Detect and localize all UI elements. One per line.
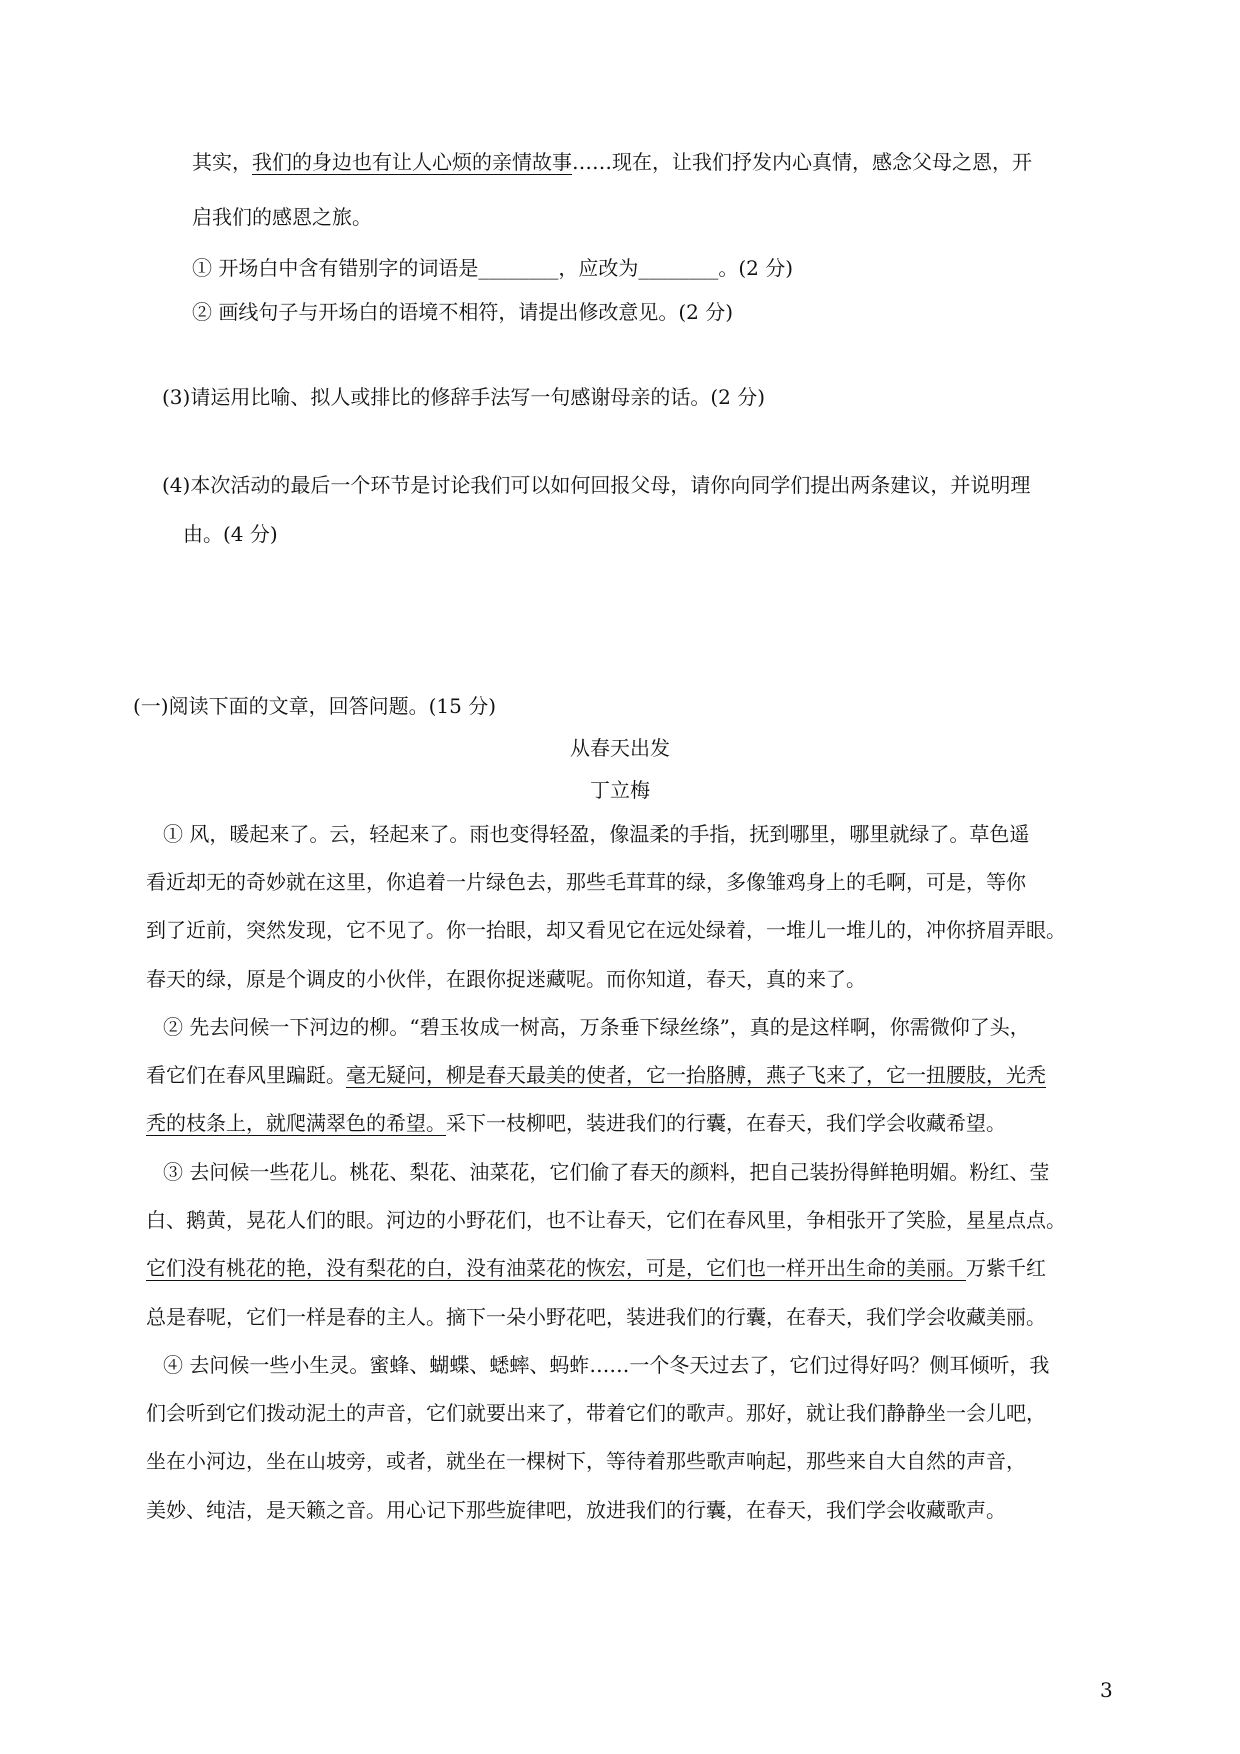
- question-1: ① 开场白中含有错别字的词语是________，应改为________。(2 分): [192, 256, 794, 280]
- paragraph-3-line: 白、鹅黄，晃花人们的眼。河边的小野花们，也不让春天，它们在春风里，争相张开了笑脸，星星点点。: [146, 1208, 1066, 1232]
- paragraph-4-line: 坐在小河边，坐在山坡旁，或者，就坐在一棵树下，等待着那些歌声响起，那些来自大自然的声音，: [146, 1449, 1026, 1473]
- paragraph-2-line: ② 先去问候一下河边的柳。“碧玉妆成一树高，万条垂下绿丝绦”，真的是这样啊，你需微仰了头，: [163, 1015, 1030, 1039]
- question-2: ② 画线句子与开场白的语境不相符，请提出修改意见。(2 分): [192, 300, 734, 324]
- paragraph-text: 采下一枝柳吧，装进我们的行囊，在春天，我们学会收藏希望。: [446, 1111, 1006, 1135]
- paragraph-3-line: ③ 去问候一些花儿。桃花、梨花、油菜花，它们偷了春天的颜料，把自己装扮得鲜艳明媚。粉红、莹: [163, 1160, 1050, 1184]
- intro-text: 其实，: [192, 150, 252, 174]
- paragraph-text: 看它们在春风里蹁跹。: [146, 1063, 346, 1087]
- article-author: 丁立梅: [590, 778, 650, 802]
- paragraph-2-line: [146, 1109, 1006, 1137]
- intro-line-1: [192, 148, 1032, 176]
- underlined-sentence: 它们没有桃花的艳，没有梨花的白，没有油菜花的恢宏，可是，它们也一样开出生命的美丽。: [146, 1256, 966, 1280]
- underlined-sentence: 毫无疑问，柳是春天最美的使者，它一抬胳膊，燕子飞来了，它一扭腰肢，光秃: [346, 1063, 1046, 1087]
- paragraph-3-line: [146, 1254, 1046, 1282]
- paragraph-4-line: 美妙、纯洁，是天籁之音。用心记下那些旋律吧，放进我们的行囊，在春天，我们学会收藏歌声。: [146, 1498, 1006, 1522]
- article-title: 从春天出发: [570, 736, 670, 760]
- page-number: 3: [1100, 1678, 1113, 1702]
- intro-text: ……现在，让我们抒发内心真情，感念父母之恩，开: [572, 150, 1032, 174]
- paragraph-1-line: ① 风，暖起来了。云，轻起来了。雨也变得轻盈，像温柔的手指，抚到哪里，哪里就绿了。草色遥: [163, 822, 1030, 846]
- paragraph-4-line: 们会听到它们拨动泥土的声音，它们就要出来了，带着它们的歌声。那好，就让我们静静坐一会儿吧，: [146, 1401, 1046, 1425]
- paragraph-4-line: ④ 去问候一些小生灵。蜜蜂、蝴蝶、蟋蟀、蚂蚱……一个冬天过去了，它们过得好吗？侧耳倾听，我: [163, 1353, 1050, 1377]
- paragraph-2-line: [146, 1061, 1046, 1089]
- paragraph-text: 万紫千红: [966, 1256, 1046, 1280]
- question-3: (3)请运用比喻、拟人或排比的修辞手法写一句感谢母亲的话。(2 分): [162, 385, 766, 409]
- question-4-line-2: 由。(4 分): [183, 522, 278, 546]
- paragraph-1-line: 春天的绿，原是个调皮的小伙伴，在跟你捉迷藏呢。而你知道，春天，真的来了。: [146, 967, 866, 991]
- paragraph-1-line: 到了近前，突然发现，它不见了。你一抬眼，却又看见它在远处绿着，一堆儿一堆儿的，冲你挤眉弄眼。: [146, 918, 1066, 942]
- section-heading: (一)阅读下面的文章，回答问题。(15 分): [133, 694, 497, 718]
- intro-line-2: 启我们的感恩之旅。: [192, 205, 372, 229]
- question-4-line-1: (4)本次活动的最后一个环节是讨论我们可以如何回报父母，请你向同学们提出两条建议，并说明理: [162, 473, 1031, 497]
- underlined-sentence: 我们的身边也有让人心烦的亲情故事: [252, 150, 572, 174]
- underlined-sentence: 秃的枝条上，就爬满翠色的希望。: [146, 1111, 446, 1135]
- paragraph-3-line: 总是春呢，它们一样是春的主人。摘下一朵小野花吧，装进我们的行囊，在春天，我们学会收藏美丽。: [146, 1305, 1046, 1329]
- paragraph-1-line: 看近却无的奇妙就在这里，你追着一片绿色去，那些毛茸茸的绿，多像雏鸡身上的毛啊，可是，等你: [146, 870, 1026, 894]
